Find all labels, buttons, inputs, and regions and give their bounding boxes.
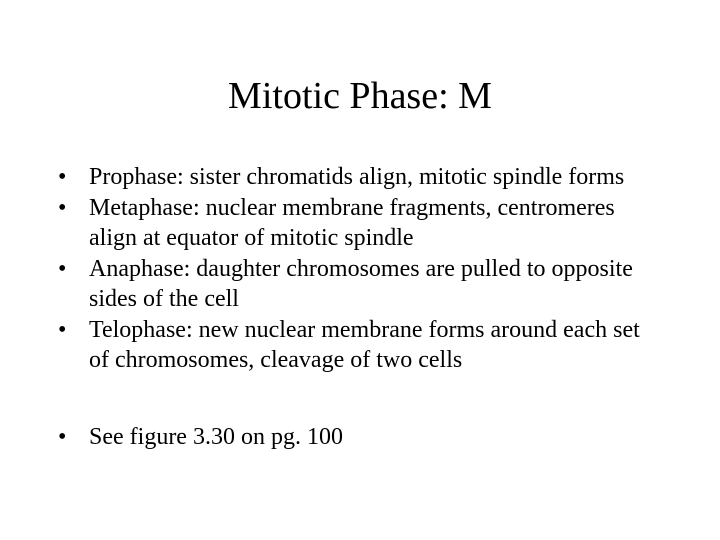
bullet-text: See figure 3.30 on pg. 100	[89, 423, 343, 450]
bullet-text: Prophase: sister chromatids align, mitotic spindle forms	[89, 164, 625, 190]
bullet-item-figure-reference	[58, 422, 658, 453]
bullet-icon: •	[58, 255, 67, 282]
bullet-icon: •	[58, 423, 67, 450]
bullet-icon: •	[58, 316, 67, 343]
bullet-text: Metaphase: nuclear membrane fragments, centromeres align at equator of mitotic spindle	[89, 194, 615, 251]
bullet-item-metaphase	[58, 193, 658, 254]
bullet-text: Anaphase: daughter chromosomes are pulled to opposite sides of the cell	[89, 255, 633, 312]
bullet-text: Telophase: new nuclear membrane forms around each set of chromosomes, cleavage of two cells	[89, 316, 640, 373]
bullet-icon: •	[58, 194, 67, 221]
bullet-item-telophase	[58, 315, 658, 376]
bullet-list	[58, 162, 658, 452]
bullet-item-anaphase	[58, 254, 658, 315]
slide-title: Mitotic Phase: M	[228, 75, 492, 117]
bullet-item-prophase	[58, 162, 658, 193]
bullet-icon: •	[58, 164, 67, 190]
